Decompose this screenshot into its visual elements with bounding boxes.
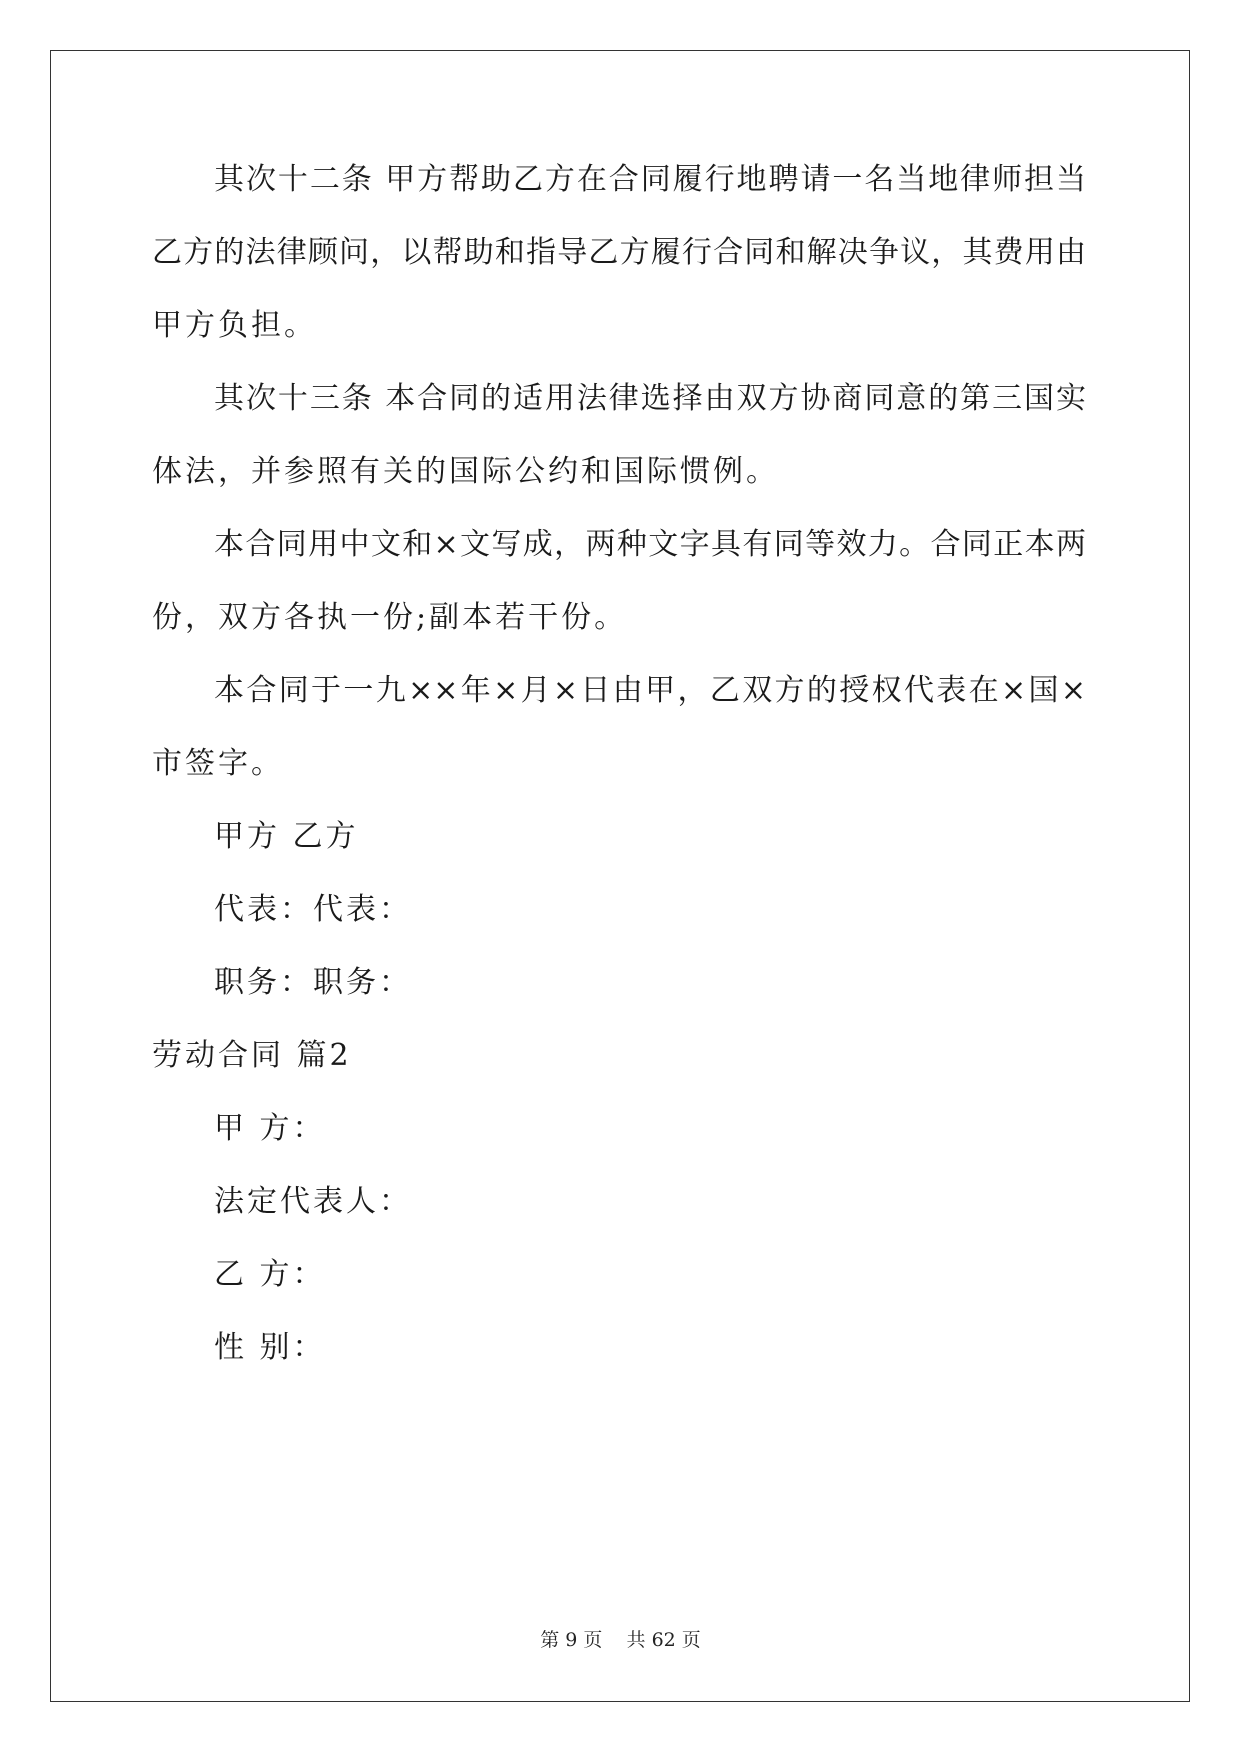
language-clause-line-2: 份，双方各执一份;副本若干份。 — [152, 600, 628, 635]
article-13-line-2: 体法，并参照有关的国际公约和国际惯例。 — [152, 454, 779, 489]
page-frame — [50, 50, 1190, 1702]
gender-field: 性 别： — [214, 1330, 326, 1365]
parties-line: 甲方 乙方 — [214, 819, 359, 854]
position-line: 职务：职务： — [214, 965, 412, 1000]
signing-clause-line-1: 本合同于一九××年×月×日由甲，乙双方的授权代表在×国× — [214, 673, 1086, 708]
article-12-line-3: 甲方负担。 — [152, 308, 317, 343]
article-12-line-1: 其次十二条 甲方帮助乙方在合同履行地聘请一名当地律师担当 — [214, 162, 1086, 197]
article-12-line-2: 乙方的法律顾问，以帮助和指导乙方履行合同和解决争议，其费用由 — [152, 235, 1086, 270]
party-b-field: 乙 方： — [214, 1257, 326, 1292]
article-13-line-1: 其次十三条 本合同的适用法律选择由双方协商同意的第三国实 — [214, 381, 1086, 416]
language-clause-line-1: 本合同用中文和×文写成，两种文字具有同等效力。合同正本两 — [214, 527, 1086, 562]
page-number-footer: 第 9 页 共 62 页 — [540, 1629, 701, 1651]
representative-line: 代表：代表： — [214, 892, 412, 927]
signing-clause-line-2: 市签字。 — [152, 746, 284, 781]
section-heading: 劳动合同 篇2 — [152, 1038, 352, 1073]
party-a-field: 甲 方： — [214, 1111, 326, 1146]
legal-representative-field: 法定代表人： — [214, 1184, 412, 1219]
